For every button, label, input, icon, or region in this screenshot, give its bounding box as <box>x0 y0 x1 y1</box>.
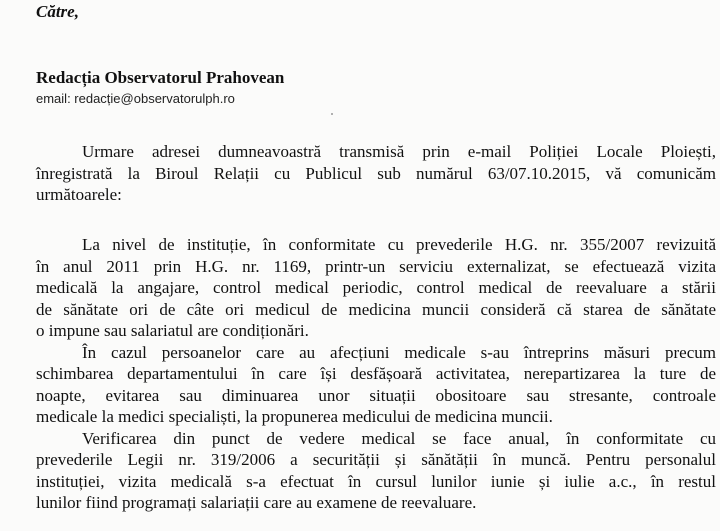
text-line: medicale la medici specialiști, la propunerea medicului de medicina muncii. <box>36 407 553 426</box>
text-line: lunilor fiind programați salariații care au examene de reevaluare. <box>36 493 477 512</box>
paragraph-body <box>36 234 716 514</box>
text-line: noapte, evitarea sau diminuarea unor situații obositoare sau stresante, controale <box>36 385 716 405</box>
text-line: următoarele: <box>36 185 122 204</box>
text-line: Verificarea din punct de vedere medical se face anual, în conformitate cu <box>82 428 716 448</box>
text-line: prevederile Legii nr. 319/2006 a securității și sănătății în muncă. Pentru personalul <box>36 450 716 469</box>
text-line: Urmare adresei dumneavoastră transmisă prin e-mail Poliției Locale Ploiești, <box>82 142 716 161</box>
text-line: de sănătate ori de câte ori medicul de medicina muncii consideră că starea de sănătate <box>36 299 716 319</box>
text-line: înregistrată la Biroul Relații cu Publicul sub numărul 63/07.10.2015, vă comunicăm <box>36 163 716 183</box>
addressee-email: email: redacție@observatorulph.ro <box>36 91 235 106</box>
addressee-name: Redacția Observatorul Prahovean <box>36 68 285 87</box>
text-line: La nivel de instituție, în conformitate cu prevederile H.G. nr. 355/2007 revizuită <box>82 235 716 254</box>
paragraph-intro <box>36 141 716 206</box>
speck-mark <box>331 113 333 115</box>
text-line: în anul 2011 prin H.G. nr. 1169, printr-un serviciu externalizat, se efectuează vizita <box>36 256 716 276</box>
salutation: Către, <box>36 2 79 21</box>
text-line: În cazul persoanelor care au afecțiuni medicale s-au întreprins măsuri precum <box>82 342 716 362</box>
text-line: instituției, vizita medicală s-a efectuat în cursul lunilor iunie și iulie a.c., în restul <box>36 471 716 491</box>
text-line: medicală la angajare, control medical periodic, control medical de reevaluare a stării <box>36 278 716 297</box>
text-line: schimbarea departamentului în care își desfășoară activitatea, nerepartizarea la ture de <box>36 364 716 383</box>
text-line: o impune sau salariatul are condiționări. <box>36 321 309 340</box>
